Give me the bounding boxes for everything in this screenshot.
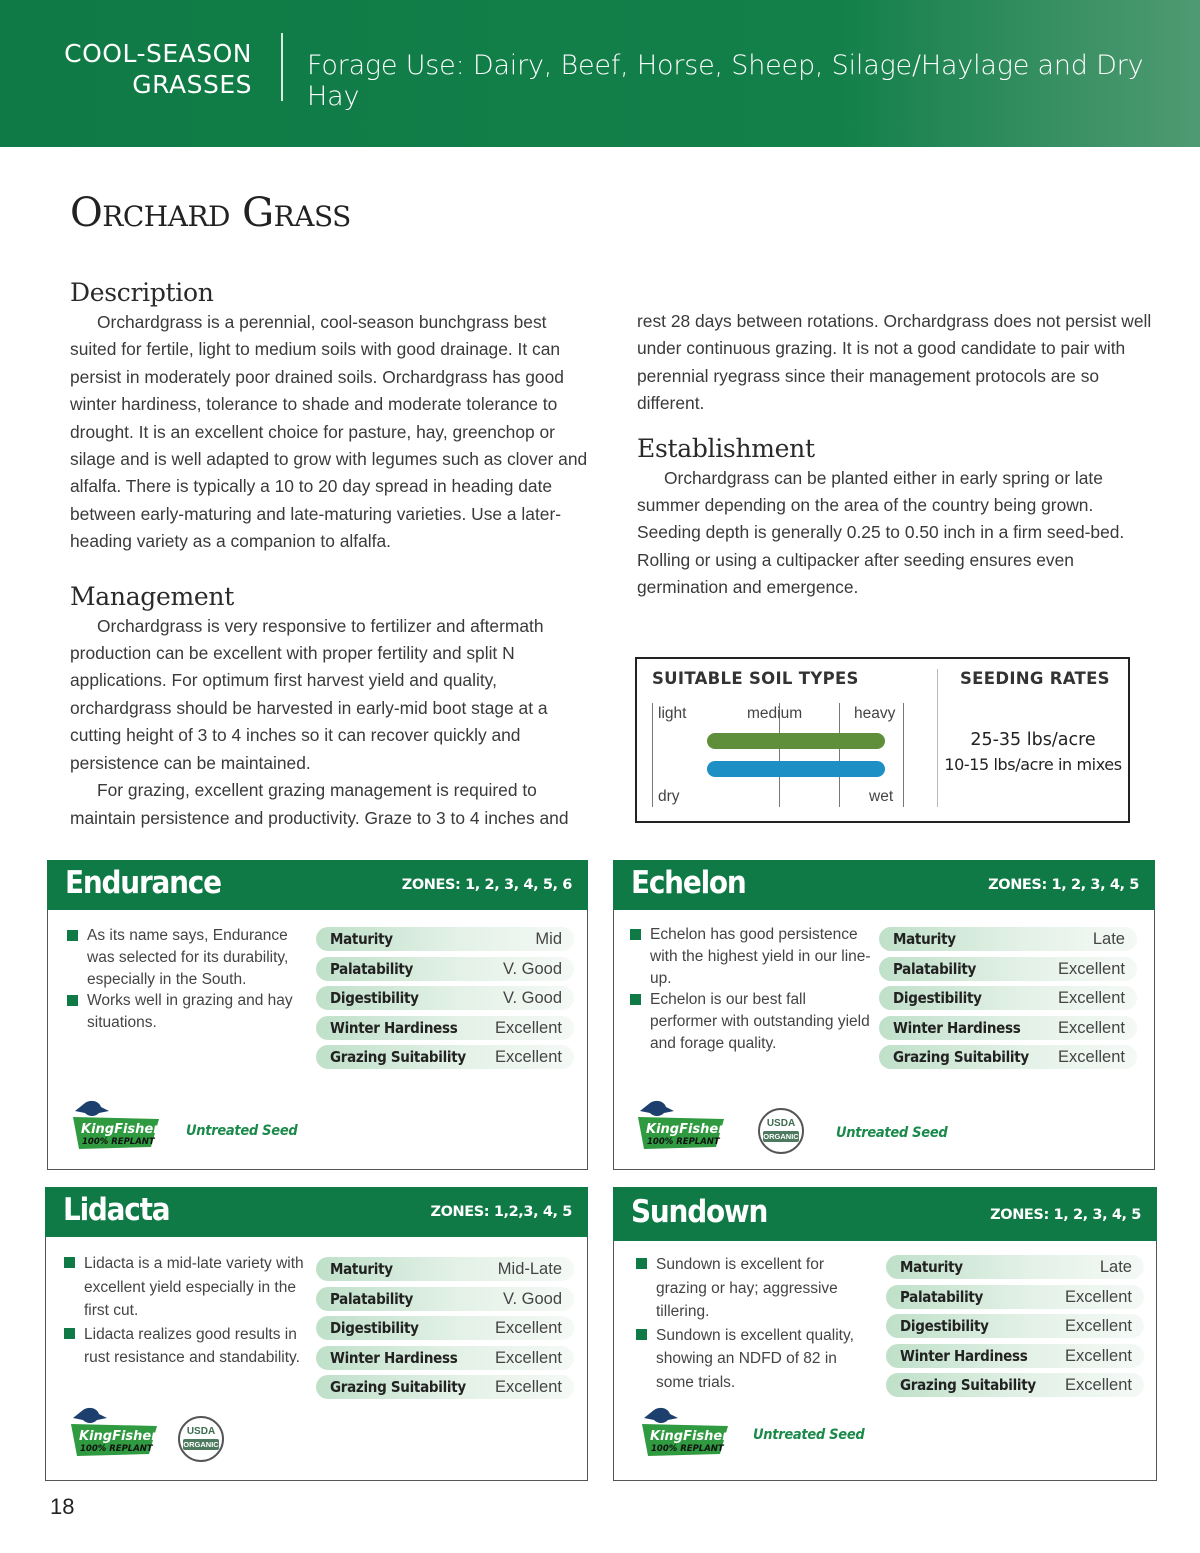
attr-grazing-suitability <box>886 1373 1144 1397</box>
attr-value: Mid <box>535 930 562 948</box>
attr-key: Palatability <box>330 959 414 978</box>
attr-key: Maturity <box>330 930 393 948</box>
usda-text: USDA <box>766 1118 796 1129</box>
untreated-seed-label: Untreated Seed <box>836 1125 948 1141</box>
replant-text: 100% REPLANT <box>647 1137 720 1147</box>
attr-key: Winter Hardiness <box>900 1346 1028 1365</box>
attr-palatability <box>316 1287 574 1311</box>
management-text-2: For grazing, excellent grazing management is required to maintain persistence and productivity. Graze to 3 to 4 inches and <box>70 780 569 828</box>
zones-label: ZONES: 1, 2, 3, 4, 5 <box>990 1207 1141 1223</box>
attr-maturity <box>316 927 574 951</box>
category-line-1: COOL-SEASON <box>64 39 252 68</box>
attr-key: Digestibility <box>330 989 419 1007</box>
page-number: 18 <box>50 1494 75 1519</box>
bullet-item: Echelon is our best fall performer with outstanding yield and forage quality. <box>630 989 874 1054</box>
attr-winter-hardiness <box>886 1344 1144 1368</box>
category-line-2: GRASSES <box>132 70 252 99</box>
management-heading: Management <box>70 581 234 611</box>
kingfisher-replant-logo <box>630 1099 726 1157</box>
attr-value: Excellent <box>495 1048 562 1066</box>
attr-value: Mid-Late <box>497 1260 562 1278</box>
attr-digestibility <box>886 1314 1144 1338</box>
attr-digestibility <box>879 986 1137 1010</box>
usda-organic-seal <box>178 1416 224 1462</box>
seeding-rates-heading: SEEDING RATES <box>960 669 1110 688</box>
card-header <box>613 860 1155 910</box>
attr-value: V. Good <box>502 959 562 978</box>
attr-value: Excellent <box>1058 1018 1125 1037</box>
attr-key: Maturity <box>330 1260 393 1278</box>
attr-maturity <box>886 1255 1144 1279</box>
soil-seeding-box <box>635 657 1130 823</box>
bullet-item: Sundown is excellent for grazing or hay; aggressive tillering. <box>636 1253 874 1324</box>
page-title: Orchard Grass <box>70 190 351 236</box>
variety-card-endurance <box>47 860 588 1170</box>
bullet-item: As its name says, Endurance was selected for its durability, especially in the South. <box>67 925 299 990</box>
management-text-1: Orchardgrass is very responsive to fertilizer and aftermath production can be excellent with proper fertility and split N applications. For optimum first harvest yield and quality, orchardgrass should be harvested in early-mid boot stage at a cutting height of 3 to 4 inches so it can recover quickly and persistence can be maintained. <box>70 615 548 773</box>
variety-name: Sundown <box>631 1194 768 1230</box>
soil-heavy-label: heavy <box>854 705 896 722</box>
attr-key: Palatability <box>893 959 977 978</box>
attr-key: Digestibility <box>893 989 982 1007</box>
bullet-list <box>67 925 299 1034</box>
attr-value: Excellent <box>495 1348 562 1367</box>
bullet-item: Echelon has good persistence with the highest yield in our line-up. <box>630 924 874 989</box>
bullet-list <box>636 1253 874 1394</box>
replant-text: 100% REPLANT <box>80 1444 153 1454</box>
attr-maturity <box>879 927 1137 951</box>
attr-key: Winter Hardiness <box>893 1018 1021 1037</box>
attr-winter-hardiness <box>316 1016 574 1040</box>
replant-text: 100% REPLANT <box>651 1444 724 1454</box>
attr-key: Maturity <box>900 1258 963 1276</box>
description-text: Orchardgrass is a perennial, cool-season bunchgrass best suited for fertile, light to medium soils with good drainage. It can persist in moderately poor drained soils. Orchardgrass has good winter hardiness, tolerance to shade and moderate tolerance to drought. It is an excellent choice for pasture, hay, greenchop or silage and is well adapted to grow with legumes such as clover and alfalfa. There is typically a 10 to 20 day spread in heading date between early-maturing and late-maturing varieties. Use a later-heading variety as a companion to alfalfa. <box>70 312 588 552</box>
attr-key: Digestibility <box>900 1317 989 1335</box>
attr-grazing-suitability <box>316 1045 574 1069</box>
bullet-item: Lidacta realizes good results in rust resistance and standability. <box>64 1323 308 1370</box>
attr-value: Excellent <box>1065 1287 1132 1306</box>
attr-maturity <box>316 1257 574 1281</box>
replant-text: 100% REPLANT <box>82 1137 155 1147</box>
attr-value: Late <box>1099 1258 1132 1276</box>
attr-value: Excellent <box>1058 989 1125 1007</box>
variety-card-sundown <box>613 1187 1157 1481</box>
seeding-rate-main: 25-35 lbs/acre <box>970 730 1096 750</box>
attribute-list <box>879 927 1137 1075</box>
bullet-list <box>630 924 874 1055</box>
attr-key: Palatability <box>330 1289 414 1308</box>
attr-key: Winter Hardiness <box>330 1018 458 1037</box>
attr-value: V. Good <box>502 1289 562 1308</box>
attr-grazing-suitability <box>879 1045 1137 1069</box>
header-band <box>0 0 1200 147</box>
attr-value: Excellent <box>1065 1346 1132 1365</box>
attr-value: Excellent <box>495 1018 562 1037</box>
usda-text: USDA <box>186 1426 216 1437</box>
soil-axis-mid-2 <box>839 703 840 807</box>
attr-key: Maturity <box>893 930 956 948</box>
attr-value: Excellent <box>495 1378 562 1396</box>
organic-text: ORGANIC <box>183 1440 219 1449</box>
bullet-list <box>64 1252 308 1370</box>
description-heading: Description <box>70 278 214 307</box>
attribute-list <box>316 927 574 1075</box>
establishment-heading: Establishment <box>637 433 815 463</box>
establishment-text: Orchardgrass can be planted either in early spring or late summer depending on the area of the country being grown. Seeding depth is generally 0.25 to 0.50 inch in a firm seed-bed. Rolling or using a cultipacker after seeding ensures even germination and emergence. <box>637 467 1125 598</box>
soil-texture-bar <box>707 733 885 749</box>
attr-value: Excellent <box>1058 1048 1125 1066</box>
attr-value: Excellent <box>1065 1317 1132 1335</box>
category-label <box>62 38 252 100</box>
soil-box-divider <box>937 669 938 807</box>
management-text-continued: rest 28 days between rotations. Orchardgrass does not persist well under continuous grazing. It is not a good candidate to pair with perennial ryegrass since their management protocols are so different. <box>637 311 1152 414</box>
variety-name: Lidacta <box>63 1192 170 1228</box>
kingfisher-text: KingFisher <box>81 1122 160 1137</box>
attr-palatability <box>316 957 574 981</box>
zones-label: ZONES: 1,2,3, 4, 5 <box>430 1204 572 1220</box>
seeding-rate-mix: 10-15 lbs/acre in mixes <box>944 755 1122 774</box>
right-column <box>637 308 1157 602</box>
header-divider <box>281 33 283 101</box>
bullet-item: Sundown is excellent quality, showing an NDFD of 82 in some trials. <box>636 1324 874 1395</box>
variety-card-echelon <box>613 860 1155 1170</box>
soil-wet-label: wet <box>869 788 894 805</box>
attr-value: Excellent <box>1058 959 1125 978</box>
variety-card-lidacta <box>45 1187 588 1481</box>
attr-digestibility <box>316 986 574 1010</box>
attr-key: Digestibility <box>330 1319 419 1337</box>
attribute-list <box>316 1257 574 1405</box>
soil-dry-label: dry <box>658 788 680 805</box>
kingfisher-text: KingFisher <box>646 1122 725 1137</box>
attr-key: Palatability <box>900 1287 984 1306</box>
attr-palatability <box>886 1285 1144 1309</box>
kingfisher-replant-logo <box>63 1406 159 1464</box>
attr-value: Excellent <box>1065 1376 1132 1394</box>
organic-text: ORGANIC <box>763 1132 799 1141</box>
soil-axis-right <box>903 703 904 807</box>
attr-palatability <box>879 957 1137 981</box>
attr-winter-hardiness <box>879 1016 1137 1040</box>
kingfisher-replant-logo <box>65 1099 161 1157</box>
attr-key: Winter Hardiness <box>330 1348 458 1367</box>
soil-light-label: light <box>658 705 687 722</box>
attr-grazing-suitability <box>316 1375 574 1399</box>
variety-name: Endurance <box>65 865 221 901</box>
kingfisher-text: KingFisher <box>79 1429 158 1444</box>
attr-key: Grazing Suitability <box>330 1378 466 1396</box>
card-header <box>45 1187 588 1237</box>
card-header <box>47 860 588 910</box>
attr-value: Late <box>1092 930 1125 948</box>
soil-moisture-bar <box>707 761 885 777</box>
forage-use: Forage Use: Dairy, Beef, Horse, Sheep, Silage/Haylage and Dry Hay <box>307 50 1144 112</box>
zones-label: ZONES: 1, 2, 3, 4, 5 <box>988 877 1139 893</box>
soil-medium-label: medium <box>747 705 803 722</box>
soil-axis-left <box>652 703 653 807</box>
soil-types-heading: SUITABLE SOIL TYPES <box>652 669 859 688</box>
bullet-item: Works well in grazing and hay situations. <box>67 990 299 1034</box>
left-column <box>70 278 590 832</box>
attr-key: Grazing Suitability <box>900 1376 1036 1394</box>
untreated-seed-label: Untreated Seed <box>753 1427 865 1443</box>
untreated-seed-label: Untreated Seed <box>186 1123 298 1139</box>
attribute-list <box>886 1255 1144 1403</box>
attr-value: Excellent <box>495 1319 562 1337</box>
attr-key: Grazing Suitability <box>330 1048 466 1066</box>
bullet-item: Lidacta is a mid-late variety with excellent yield especially in the first cut. <box>64 1252 308 1323</box>
variety-name: Echelon <box>631 865 746 901</box>
kingfisher-replant-logo <box>634 1406 730 1464</box>
zones-label: ZONES: 1, 2, 3, 4, 5, 6 <box>401 877 572 893</box>
card-header <box>613 1187 1157 1241</box>
attr-digestibility <box>316 1316 574 1340</box>
attr-value: V. Good <box>502 989 562 1007</box>
attr-winter-hardiness <box>316 1346 574 1370</box>
usda-organic-seal <box>758 1108 804 1154</box>
kingfisher-text: KingFisher <box>650 1429 729 1444</box>
attr-key: Grazing Suitability <box>893 1048 1029 1066</box>
